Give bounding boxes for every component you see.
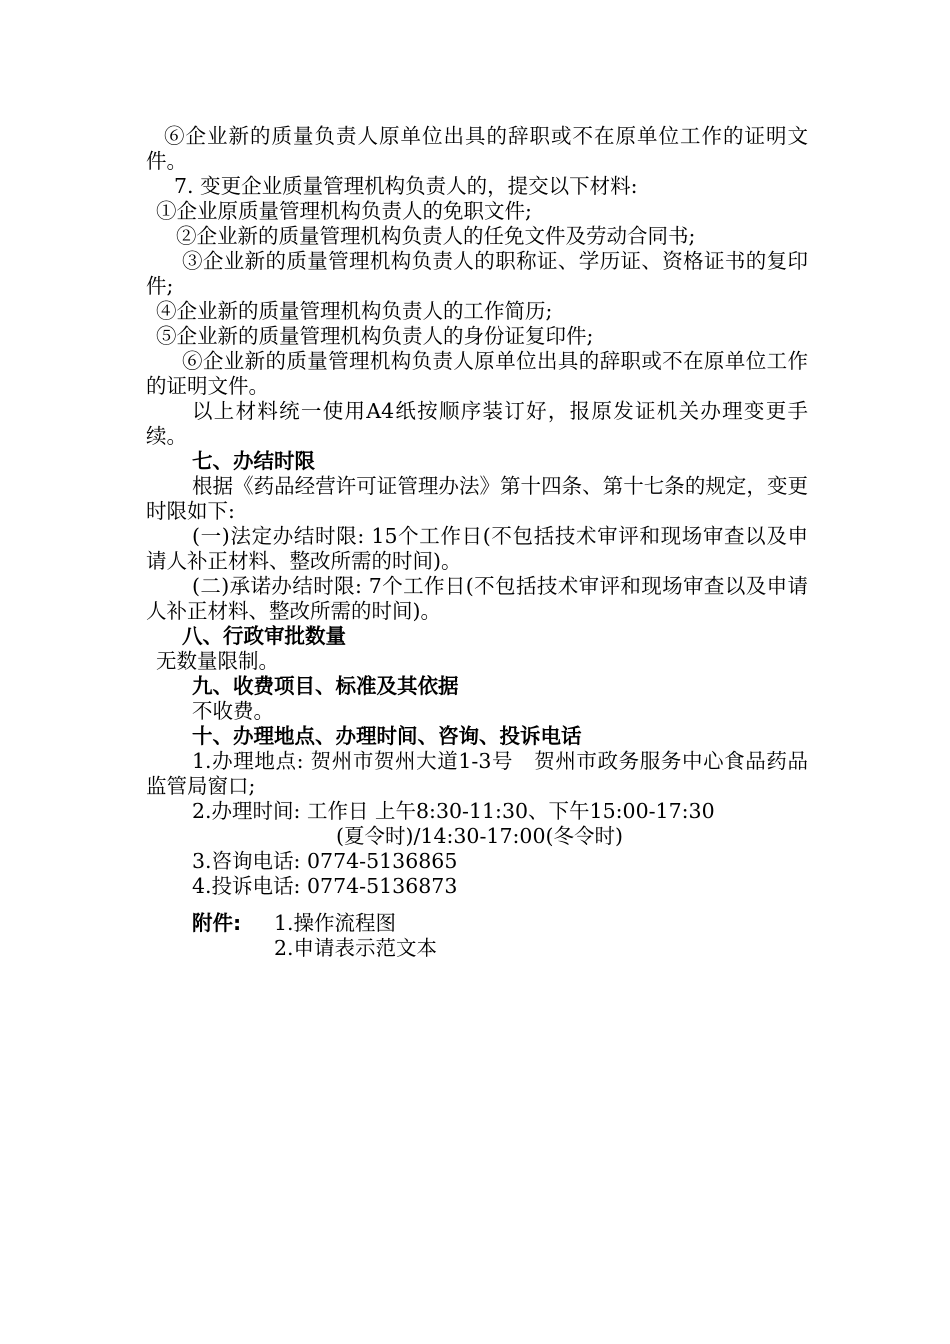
attachment-item: 2.申请表示范文本 xyxy=(274,936,438,960)
paragraph: ⑤企业新的质量管理机构负责人的身份证复印件; xyxy=(156,324,594,348)
paragraph: 以上材料统一使用A4纸按顺序装订好，报原发证机关办理变更手续。 xyxy=(146,399,808,448)
section-heading-10: 十、办理地点、办理时间、咨询、投诉电话 xyxy=(192,724,582,748)
paragraph: 1.办理地点: 贺州市贺州大道1-3号 贺州市政务服务中心食品药品监管局窗口; xyxy=(146,749,808,798)
paragraph: ⑥企业新的质量管理机构负责人原单位出具的辞职或不在原单位工作的证明文件。 xyxy=(146,349,808,398)
paragraph: ①企业原质量管理机构负责人的免职文件; xyxy=(156,199,532,223)
attachment-label: 附件: xyxy=(192,911,242,935)
section-heading-8: 八、行政审批数量 xyxy=(182,624,346,648)
paragraph: (一)法定办结时限: 15个工作日(不包括技术审评和现场审查以及申请人补正材料、整改所需的时间)。 xyxy=(146,524,808,573)
paragraph: 2.办理时间: 工作日 上午8:30-11:30、下午15:00-17:30 xyxy=(192,799,715,823)
paragraph: 不收费。 xyxy=(192,699,274,723)
paragraph: 7. 变更企业质量管理机构负责人的，提交以下材料: xyxy=(174,174,638,198)
paragraph: 无数量限制。 xyxy=(156,649,279,673)
section-heading-7: 七、办结时限 xyxy=(192,449,315,473)
paragraph: ②企业新的质量管理机构负责人的任免文件及劳动合同书; xyxy=(176,224,696,248)
attachment-item: 1.操作流程图 xyxy=(274,911,397,935)
attachments xyxy=(146,911,808,961)
attachment-list xyxy=(274,911,437,961)
paragraph: 根据《药品经营许可证管理办法》第十四条、第十七条的规定，变更时限如下: xyxy=(146,474,808,523)
paragraph: 3.咨询电话: 0774-5136865 xyxy=(192,849,458,873)
paragraph: (二)承诺办结时限: 7个工作日(不包括技术审评和现场审查以及申请人补正材料、整改所需的时间)。 xyxy=(146,574,808,623)
paragraph: (夏令时)/14:30-17:00(冬令时) xyxy=(336,824,623,848)
paragraph: ⑥企业新的质量负责人原单位出具的辞职或不在原单位工作的证明文件。 xyxy=(146,124,808,173)
document-body xyxy=(146,124,808,961)
paragraph: ③企业新的质量管理机构负责人的职称证、学历证、资格证书的复印件; xyxy=(146,249,808,298)
paragraph: 4.投诉电话: 0774-5136873 xyxy=(192,874,458,898)
paragraph: ④企业新的质量管理机构负责人的工作简历; xyxy=(156,299,553,323)
section-heading-9: 九、收费项目、标准及其依据 xyxy=(192,674,459,698)
